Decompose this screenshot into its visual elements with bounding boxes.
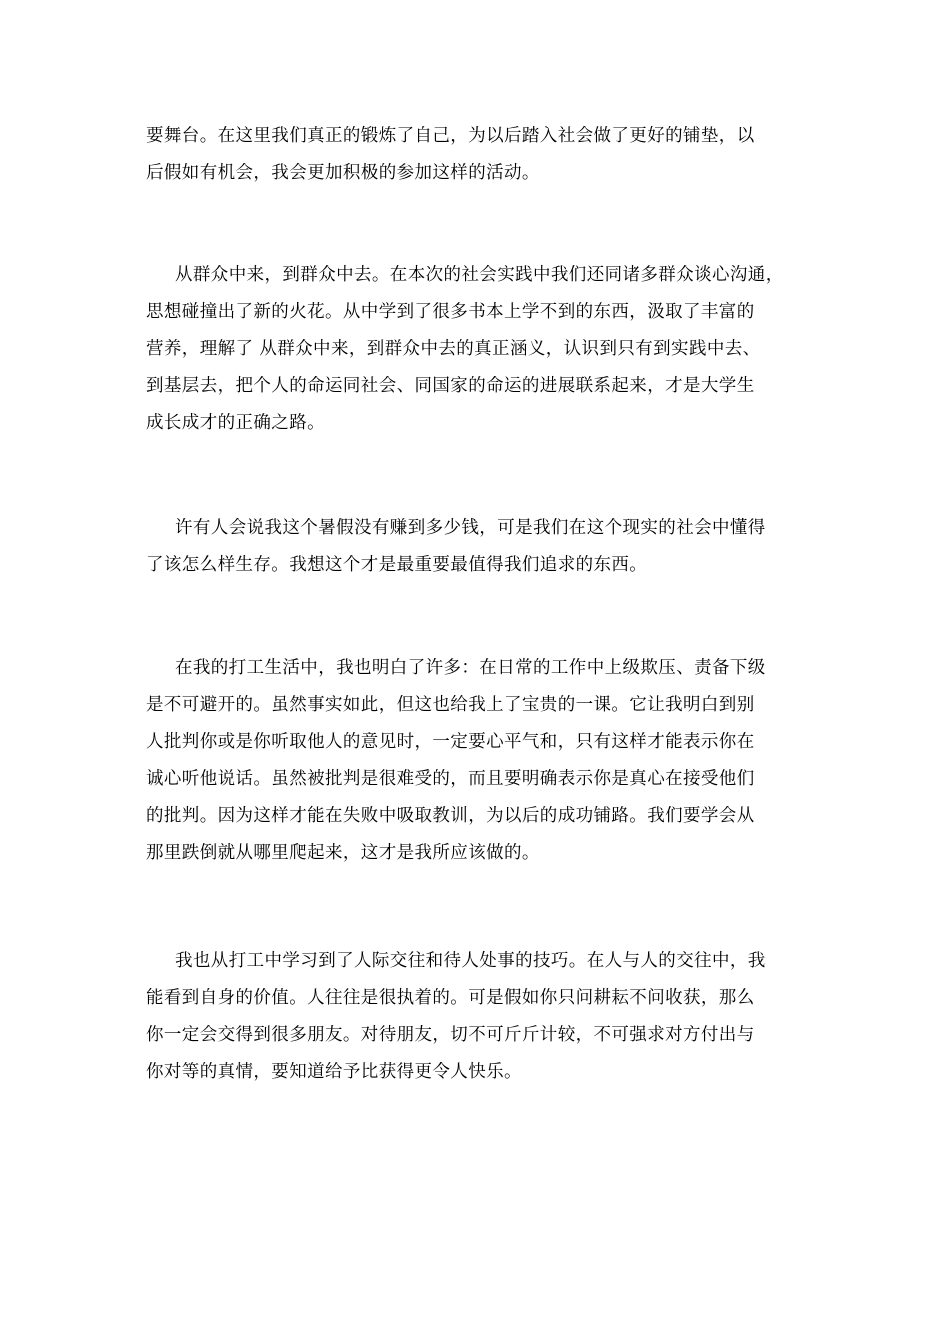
text-line: 人批判你或是你听取他人的意见时，一定要心平气和，只有这样才能表示你在 <box>146 732 755 752</box>
text-line: 能看到自身的价值。人往往是很执着的。可是假如你只问耕耘不问收获，那么 <box>146 988 755 1008</box>
text-line: 营养，理解了 从群众中来，到群众中去的真正涵义，认识到只有到实践中去、 <box>146 339 761 359</box>
text-line: 你对等的真情，要知道给予比获得更令人快乐。 <box>146 1062 522 1082</box>
text-line: 后假如有机会，我会更加积极的参加这样的活动。 <box>146 163 540 183</box>
paragraph-1 <box>146 118 836 192</box>
text-line: 从群众中来，到群众中去。在本次的社会实践中我们还同诸多群众谈心沟通， <box>175 265 784 285</box>
text-line: 那里跌倒就从哪里爬起来，这才是我所应该做的。 <box>146 843 540 863</box>
text-line: 了该怎么样生存。我想这个才是最重要最值得我们追求的东西。 <box>146 555 648 575</box>
text-line: 诚心听他说话。虽然被批判是很难受的，而且要明确表示你是真心在接受他们 <box>146 769 755 789</box>
text-line: 的批判。因为这样才能在失败中吸取教训，为以后的成功铺路。我们要学会从 <box>146 806 755 826</box>
paragraph-2 <box>146 257 836 442</box>
paragraph-5 <box>146 943 836 1091</box>
text-line: 思想碰撞出了新的火花。从中学到了很多书本上学不到的东西，汲取了丰富的 <box>146 302 755 322</box>
paragraph-3 <box>146 510 836 584</box>
text-line: 许有人会说我这个暑假没有赚到多少钱，可是我们在这个现实的社会中懂得 <box>175 518 766 538</box>
text-line: 在我的打工生活中，我也明白了许多：在日常的工作中上级欺压、责备下级 <box>175 658 766 678</box>
text-line: 是不可避开的。虽然事实如此，但这也给我上了宝贵的一课。它让我明白到别 <box>146 695 755 715</box>
text-line: 成长成才的正确之路。 <box>146 413 325 433</box>
text-line: 到基层去，把个人的命运同社会、同国家的命运的进展联系起来，才是大学生 <box>146 376 755 396</box>
text-line: 要舞台。在这里我们真正的锻炼了自己，为以后踏入社会做了更好的铺垫，以 <box>146 126 755 146</box>
text-line: 我也从打工中学习到了人际交往和待人处事的技巧。在人与人的交往中，我 <box>175 951 766 971</box>
text-line: 你一定会交得到很多朋友。对待朋友，切不可斤斤计较，不可强求对方付出与 <box>146 1025 755 1045</box>
paragraph-4 <box>146 650 836 872</box>
